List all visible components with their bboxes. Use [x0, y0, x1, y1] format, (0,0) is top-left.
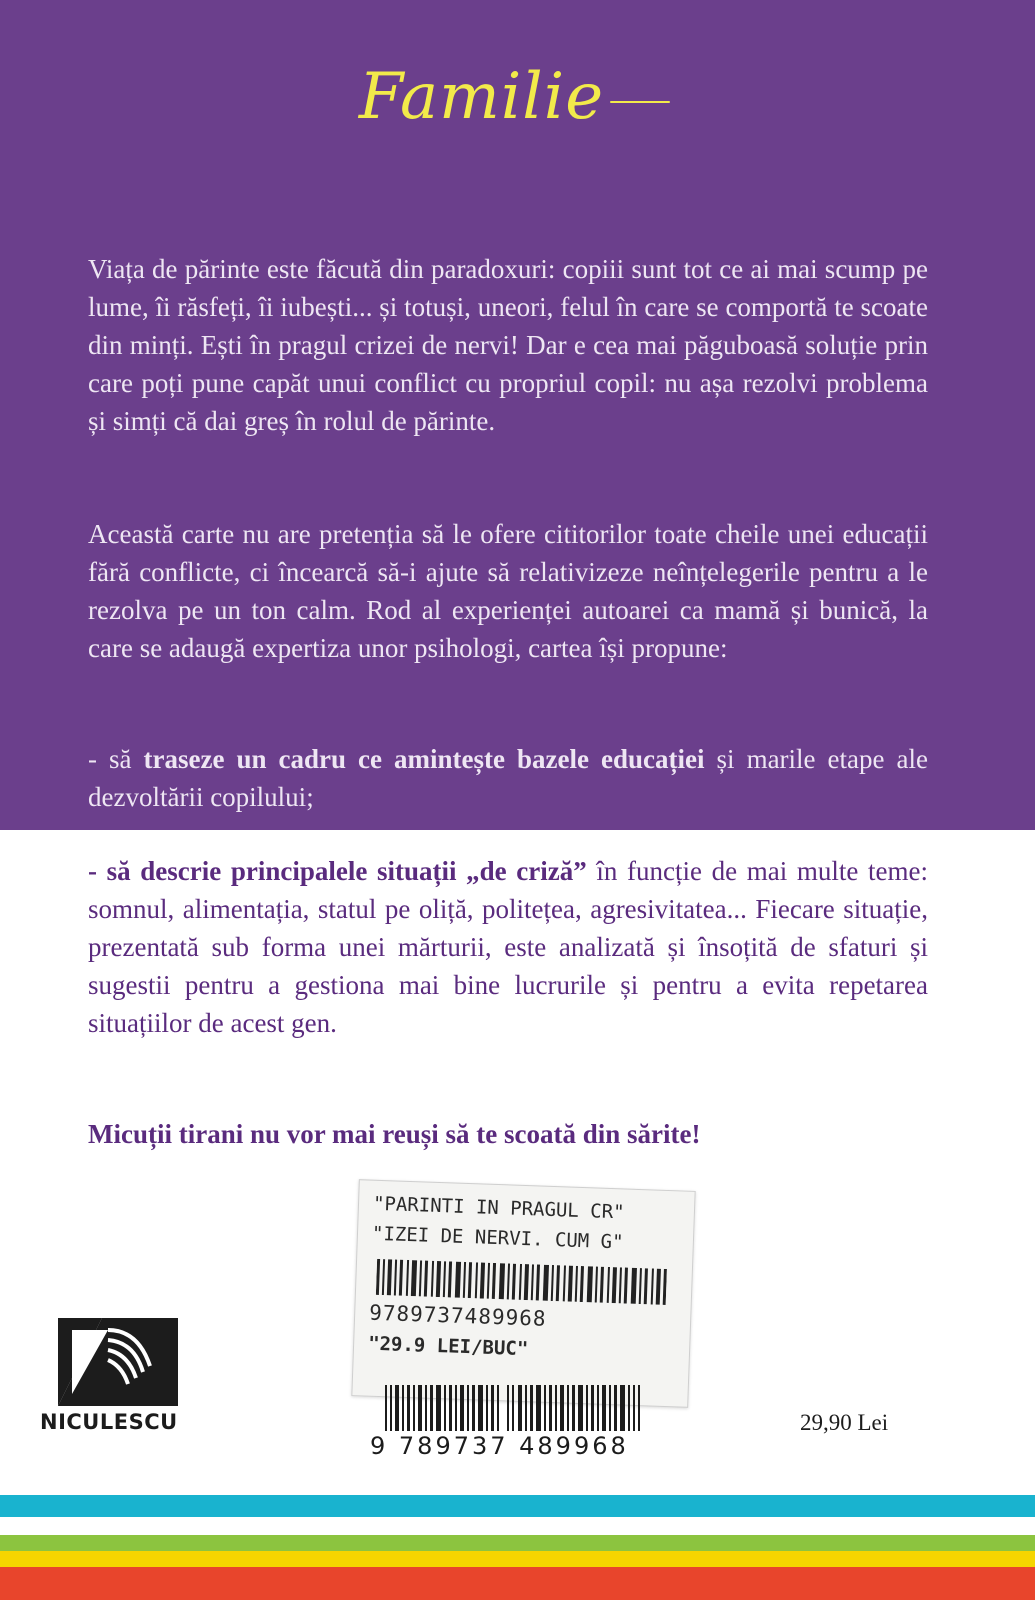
title-flourish — [610, 101, 670, 103]
stripe-yellow — [0, 1551, 1035, 1567]
intro-paragraph: Viața de părinte este făcută din paradoxuri: copiii sunt tot ce ai mai scump pe lume, îi răsfeți, îi iubești... și totuși, uneori, felul în care se comportă te scoate din minți. Ești în pragul crizei de nervi! Dar e cea mai păguboasă soluție prin care poți pune capăt unui conflict cu propriul copil: nu așa rezolvi problema și simți că dai greș în rolul de părinte. — [88, 254, 928, 436]
barcode-number: 9 789737 489968 — [370, 1432, 629, 1460]
isbn-barcode — [385, 1385, 640, 1431]
stripe-white — [0, 1517, 1035, 1535]
sticker-line-2: "IZEI DE NERVI. CUM G" — [371, 1222, 624, 1254]
purpose-paragraph: Această carte nu are pretenția să le ofere cititorilor toate cheile unei educații fără conflicte, ci încearcă să-i ajute să relativizeze neînțelegerile pentru a le rezolva pe un ton calm. Rod al experienței autoarei ca mamă și bunică, la care se adaugă expertiza unor psihologi, cartea își propune: — [88, 519, 928, 663]
bullet-one-bold: traseze un cadru ce amintește bazele educației — [143, 744, 705, 774]
bullet-two-rest: în funcție de mai multe teme: somnul, alimentația, statul pe oliță, politețea, agresivitatea... Fiecare situație, prezentată sub forma unei mărturii, este analizată și însoțită de sfaturi și sugestii pentru a gestiona mai bine lucrurile și pentru a evita repetarea situațiilor de acest gen. — [88, 856, 928, 1038]
closing-line — [88, 1115, 928, 1153]
bullet-two — [88, 852, 928, 1042]
sticker-barcode — [376, 1259, 667, 1305]
publisher-logo-icon — [58, 1310, 178, 1406]
series-title-text: Familie — [358, 60, 605, 134]
bullet-two-bold: - să descrie principalele situații „de criză” — [88, 856, 587, 886]
closing-text: Micuții tirani nu vor mai reuși să te scoată din sărite! — [88, 1119, 701, 1149]
stripe-blue — [0, 1495, 1035, 1517]
bullet-one-prefix: - să — [88, 744, 144, 774]
publisher-name: NICULESCU — [40, 1410, 178, 1434]
bullet-one-rest: și marile etape ale dezvoltării copilului; — [88, 744, 928, 812]
bullet-one — [88, 740, 928, 816]
price-sticker — [351, 1179, 695, 1408]
sticker-isbn: 9789737489968 — [368, 1300, 547, 1331]
stripe-green — [0, 1535, 1035, 1551]
stripe-red — [0, 1567, 1035, 1600]
series-title — [0, 60, 1035, 134]
sticker-line-1: "PARINTI IN PRAGUL CR" — [372, 1192, 625, 1224]
sticker-price: "29.9 LEI/BUC" — [367, 1332, 529, 1361]
cover-price: 29,90 Lei — [800, 1410, 889, 1435]
